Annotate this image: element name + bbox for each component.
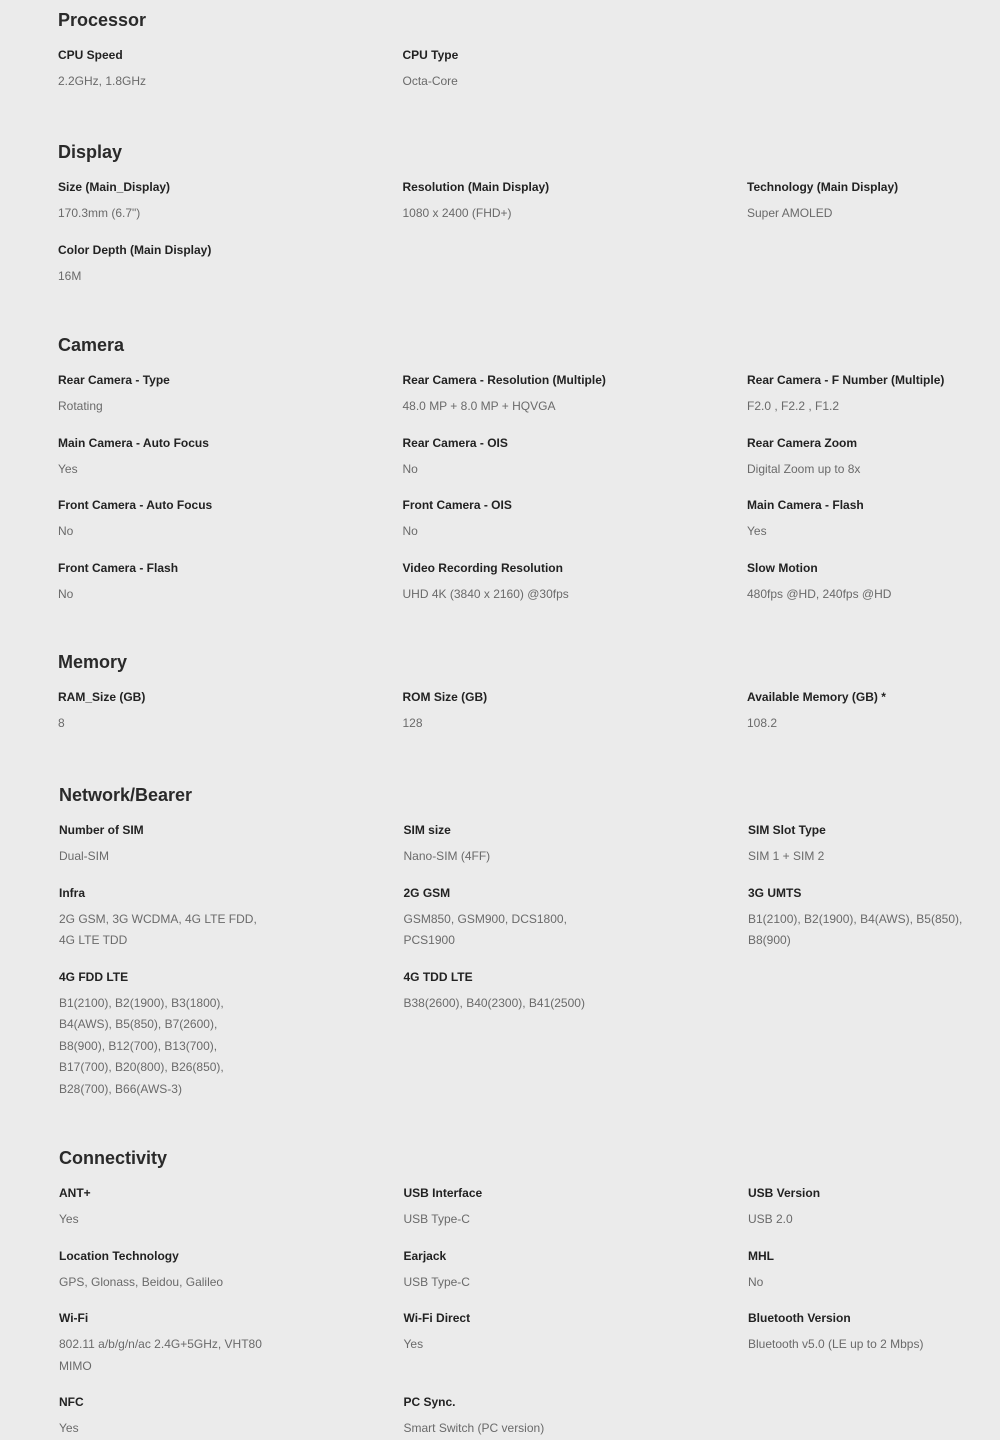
- spec-label: Front Camera - Flash: [58, 560, 179, 575]
- spec-item: [58, 690, 403, 735]
- spec-label: Rear Camera - F Number (Multiple): [747, 373, 945, 387]
- spec-item: [747, 690, 978, 735]
- spec-label: Number of SIM: [59, 823, 144, 837]
- spec-value: Bluetooth v5.0 (LE up to 2 Mbps): [748, 1337, 924, 1351]
- spec-item: [404, 1311, 749, 1377]
- spec-item: [747, 180, 978, 225]
- camera-section: [58, 333, 978, 605]
- spec-grid: [59, 1186, 979, 1440]
- spec-value: 802.11 a/b/g/n/ac 2.4G+5GHz, VHT80 MIMO: [59, 1337, 262, 1373]
- spec-label: Video Recording Resolution: [402, 560, 563, 575]
- spec-value: Nano-SIM (4FF): [403, 849, 491, 863]
- spec-item: [404, 970, 749, 1101]
- spec-label: 4G TDD LTE: [403, 969, 473, 984]
- spec-label: Color Depth (Main Display): [58, 242, 212, 257]
- section-title-connectivity: Connectivity: [59, 1148, 168, 1168]
- spec-value: GSM850, GSM900, DCS1800, PCS1900: [403, 911, 567, 947]
- spec-value: No: [402, 461, 418, 476]
- spec-label: Main Camera - Flash: [747, 498, 864, 512]
- spec-label: Bluetooth Version: [748, 1311, 851, 1325]
- spec-label: CPU Type: [402, 48, 459, 62]
- spec-value: USB Type-C: [403, 1274, 470, 1289]
- spec-item: [58, 373, 403, 418]
- spec-item: [404, 886, 749, 952]
- spec-label: Rear Camera - Type: [58, 373, 170, 387]
- spec-label: Front Camera - Auto Focus: [58, 498, 213, 512]
- spec-label: RAM_Size (GB): [58, 690, 146, 704]
- spec-item: [403, 48, 748, 93]
- section-title-display: Display: [58, 142, 123, 162]
- spec-value: Rotating: [58, 399, 103, 413]
- spec-value: No: [748, 1274, 764, 1289]
- spec-label: 3G UMTS: [748, 885, 802, 900]
- spec-item: [748, 1186, 979, 1231]
- spec-item: [747, 498, 978, 543]
- spec-item: [59, 1249, 404, 1294]
- spec-item: [404, 1395, 749, 1440]
- spec-value: B38(2600), B40(2300), B41(2500): [403, 995, 585, 1010]
- spec-label: SIM Slot Type: [748, 823, 826, 837]
- spec-item: [58, 436, 403, 481]
- spec-grid: [58, 48, 978, 93]
- spec-item: [59, 1395, 404, 1440]
- spec-label: NFC: [59, 1395, 84, 1409]
- spec-item: [403, 373, 748, 418]
- spec-value: No: [402, 524, 418, 538]
- spec-item: [58, 243, 403, 288]
- spec-value: Yes: [59, 1212, 79, 1226]
- spec-value: F2.0 , F2.2 , F1.2: [747, 399, 840, 413]
- spec-label: USB Interface: [403, 1186, 483, 1200]
- spec-label: CPU Speed: [58, 48, 123, 62]
- spec-item: [403, 498, 748, 543]
- spec-item: [403, 436, 748, 481]
- spec-value: 170.3mm (6.7"): [58, 206, 141, 220]
- spec-value: Smart Switch (PC version): [403, 1421, 545, 1435]
- spec-label: Location Technology: [59, 1248, 179, 1263]
- connectivity-section: [59, 1146, 979, 1440]
- spec-value: B1(2100), B2(1900), B3(1800), B4(AWS), B5(850), B7(2600), B8(900), B12(700), B13(700), B17(700), B20(800), B26(850), B28(700), B66(AWS-3): [59, 995, 224, 1096]
- section-title-memory: Memory: [58, 652, 128, 672]
- spec-item: [403, 180, 748, 225]
- spec-value: 16M: [58, 268, 82, 283]
- spec-label: Technology (Main Display): [747, 180, 899, 194]
- memory-section: [58, 650, 978, 735]
- spec-value: USB 2.0: [748, 1212, 793, 1226]
- spec-value: Yes: [59, 1421, 79, 1435]
- spec-value: 108.2: [747, 716, 778, 730]
- spec-item: [59, 823, 404, 868]
- spec-value: Dual-SIM: [59, 849, 110, 863]
- spec-item: [403, 690, 748, 735]
- spec-item: [58, 498, 403, 543]
- spec-item: [58, 180, 403, 225]
- spec-value: No: [58, 586, 74, 601]
- spec-value: Yes: [747, 524, 767, 538]
- section-title-processor: Processor: [58, 10, 147, 30]
- spec-label: Available Memory (GB) *: [747, 690, 886, 704]
- spec-value: 48.0 MP + 8.0 MP + HQVGA: [402, 399, 556, 413]
- spec-value: SIM 1 + SIM 2: [748, 849, 825, 863]
- display-section: [58, 140, 978, 287]
- spec-label: SIM size: [403, 823, 451, 837]
- spec-label: Resolution (Main Display): [402, 180, 550, 194]
- spec-label: MHL: [748, 1248, 774, 1263]
- spec-value: UHD 4K (3840 x 2160) @30fps: [402, 586, 569, 601]
- spec-value: 8: [58, 716, 65, 730]
- spec-grid: [58, 690, 978, 735]
- spec-item: [748, 823, 979, 868]
- spec-label: 2G GSM: [403, 885, 451, 900]
- spec-grid: [58, 373, 978, 605]
- spec-label: Wi-Fi Direct: [403, 1311, 471, 1325]
- spec-value: Yes: [403, 1337, 424, 1351]
- section-title-camera: Camera: [58, 335, 125, 355]
- spec-item: [748, 1249, 979, 1294]
- spec-value: No: [58, 524, 74, 538]
- spec-label: USB Version: [748, 1186, 821, 1200]
- spec-label: Front Camera - OIS: [402, 498, 512, 512]
- spec-value: GPS, Glonass, Beidou, Galileo: [59, 1274, 224, 1289]
- spec-value: 1080 x 2400 (FHD+): [402, 206, 512, 220]
- spec-item: [747, 373, 978, 418]
- spec-item: [404, 1249, 749, 1294]
- spec-item: [59, 1186, 404, 1231]
- spec-label: Infra: [59, 885, 86, 900]
- spec-value: 128: [402, 716, 423, 730]
- spec-label: Size (Main_Display): [58, 180, 171, 194]
- spec-item: [403, 561, 748, 606]
- network-section: [59, 783, 979, 1100]
- spec-value: Digital Zoom up to 8x: [747, 461, 861, 476]
- spec-label: Rear Camera - OIS: [402, 435, 508, 450]
- spec-label: 4G FDD LTE: [59, 969, 129, 984]
- spec-label: Rear Camera Zoom: [747, 435, 858, 450]
- section-title-network: Network/Bearer: [59, 785, 193, 805]
- spec-item: [59, 970, 404, 1101]
- spec-value: USB Type-C: [403, 1212, 470, 1226]
- spec-item: [59, 886, 404, 952]
- spec-label: Earjack: [403, 1248, 447, 1263]
- spec-item: [58, 561, 403, 606]
- spec-item: [748, 886, 979, 952]
- spec-item: [747, 436, 978, 481]
- spec-item: [747, 561, 978, 606]
- spec-value: 480fps @HD, 240fps @HD: [747, 586, 892, 601]
- spec-label: ANT+: [59, 1186, 91, 1200]
- spec-item: [748, 1311, 979, 1377]
- spec-label: Wi-Fi: [59, 1311, 89, 1325]
- spec-grid: [59, 823, 979, 1100]
- spec-value: 2.2GHz, 1.8GHz: [58, 74, 147, 88]
- spec-value: Yes: [58, 461, 78, 476]
- spec-value: Super AMOLED: [747, 206, 833, 220]
- spec-label: Main Camera - Auto Focus: [58, 435, 209, 450]
- processor-section: [58, 8, 978, 93]
- spec-label: Rear Camera - Resolution (Multiple): [402, 373, 606, 387]
- spec-item: [404, 823, 749, 868]
- spec-item: [404, 1186, 749, 1231]
- spec-label: ROM Size (GB): [402, 690, 488, 704]
- spec-item: [58, 48, 403, 93]
- spec-label: Slow Motion: [747, 560, 818, 575]
- spec-value: B1(2100), B2(1900), B4(AWS), B5(850), B8(900): [748, 911, 963, 947]
- spec-label: PC Sync.: [403, 1395, 456, 1409]
- spec-value: Octa-Core: [402, 74, 458, 88]
- spec-item: [59, 1311, 404, 1377]
- spec-value: 2G GSM, 3G WCDMA, 4G LTE FDD, 4G LTE TDD: [59, 911, 257, 947]
- spec-grid: [58, 180, 978, 287]
